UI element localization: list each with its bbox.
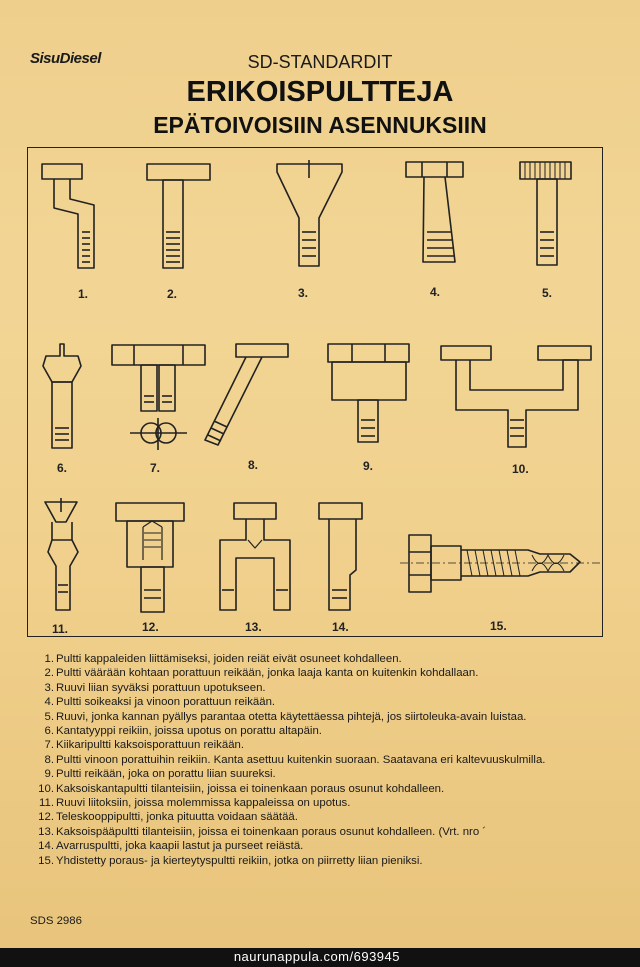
figure-label-6: 6. — [57, 461, 68, 475]
bolt-8-drawing — [205, 344, 288, 445]
figure-label-14: 14. — [332, 620, 349, 634]
figure-label-15: 15. — [490, 619, 507, 633]
figure-label-4: 4. — [430, 285, 441, 299]
figure-label-9: 9. — [363, 459, 374, 473]
figure-label-11: 11. — [52, 622, 69, 636]
list-item: 14. Avarruspultti, joka kaapii lastut ja purseet reiästä. — [38, 840, 304, 853]
bolt-description-list — [26, 652, 626, 868]
figure-label-5: 5. — [542, 286, 553, 300]
figure-label-2: 2. — [167, 287, 178, 301]
list-item: 8. Pultti vinoon porattuihin reikiin. Kanta asettuu kuitenkin suoraan. Saatavana eri kaltevuuskulmilla. — [44, 753, 546, 766]
list-item: 2. Pultti väärään kohtaan porattuun reikään, jonka laaja kanta on kuitenkin kohdallaan. — [44, 667, 479, 680]
figure-label-3: 3. — [298, 286, 309, 300]
document-series-title: SD-STANDARDIT — [247, 52, 393, 72]
bolt-3-drawing — [277, 160, 342, 266]
list-item: 15. Yhdistetty poraus- ja kierteytyspultti reikiin, jotka on piirretty liian pieniksi. — [38, 854, 423, 867]
bolt-13-drawing — [220, 503, 290, 610]
list-item: 4. Pultti soikeaksi ja vinoon porattuun reikään. — [44, 696, 276, 709]
bolt-12-drawing — [116, 503, 184, 612]
bolt-9-drawing — [328, 344, 409, 442]
bolt-5-drawing — [520, 162, 571, 265]
list-item: 11. Ruuvi liitoksiin, joissa molemmissa kappaleissa on upotus. — [39, 797, 351, 810]
bolt-10-drawing — [441, 346, 591, 447]
list-item: 5. Ruuvi, jonka kannan pyällys parantaa otetta käytettäessa pihtejä, jos siirtoleuka-avain luistaa. — [44, 710, 527, 723]
document-subtitle: EPÄTOIVOISIIN ASENNUKSIIN — [153, 112, 487, 138]
list-item: 3. Ruuvi liian syväksi porattuun upotukseen. — [44, 681, 266, 694]
figure-label-1: 1. — [78, 287, 89, 301]
list-item: 9. Pultti reikään, joka on porattu liian suureksi. — [44, 768, 276, 781]
bolt-4-drawing — [406, 162, 463, 262]
list-item: 13. Kaksoispääpultti tilanteisiin, joissa ei toinenkaan poraus osunut kohdalleen. (Vrt. nro ´ — [38, 825, 487, 838]
figure-label-7: 7. — [150, 461, 161, 475]
figure-label-10: 10. — [512, 462, 529, 476]
list-item: 10. Kaksoiskantapultti tilanteisiin, joissa ei toinenkaan poraus osunut kohdalleen. — [38, 782, 445, 795]
brand-logo: SisuDiesel — [30, 50, 101, 67]
list-item: 7. Kiikaripultti kaksoisporattuun reikään. — [44, 739, 245, 752]
bolt-7-drawing — [112, 345, 205, 450]
bolt-1-drawing — [42, 164, 94, 268]
bolt-11-drawing — [45, 498, 78, 610]
document-code: SDS 2986 — [30, 915, 82, 927]
list-item: 12. Teleskooppipultti, jonka pituutta voidaan säätää. — [38, 811, 298, 824]
bolt-14-drawing — [319, 503, 362, 610]
figure-label-13: 13. — [245, 620, 262, 634]
watermark-text: naurunappula.com/693945 — [233, 949, 400, 964]
watermark-bar — [0, 948, 640, 967]
figure-label-12: 12. — [142, 620, 159, 634]
document-title: ERIKOISPULTTEJA — [186, 76, 454, 108]
list-item: 1. Pultti kappaleiden liittämiseksi, joiden reiät eivät osuneet kohdalleen. — [44, 653, 402, 665]
figure-label-8: 8. — [248, 458, 259, 472]
bolt-6-drawing — [43, 344, 81, 448]
bolt-2-drawing — [147, 164, 210, 268]
list-item: 6. Kantatyyppi reikiin, joissa upotus on porattu altapäin. — [44, 725, 322, 738]
bolt-15-drawing — [400, 535, 600, 592]
